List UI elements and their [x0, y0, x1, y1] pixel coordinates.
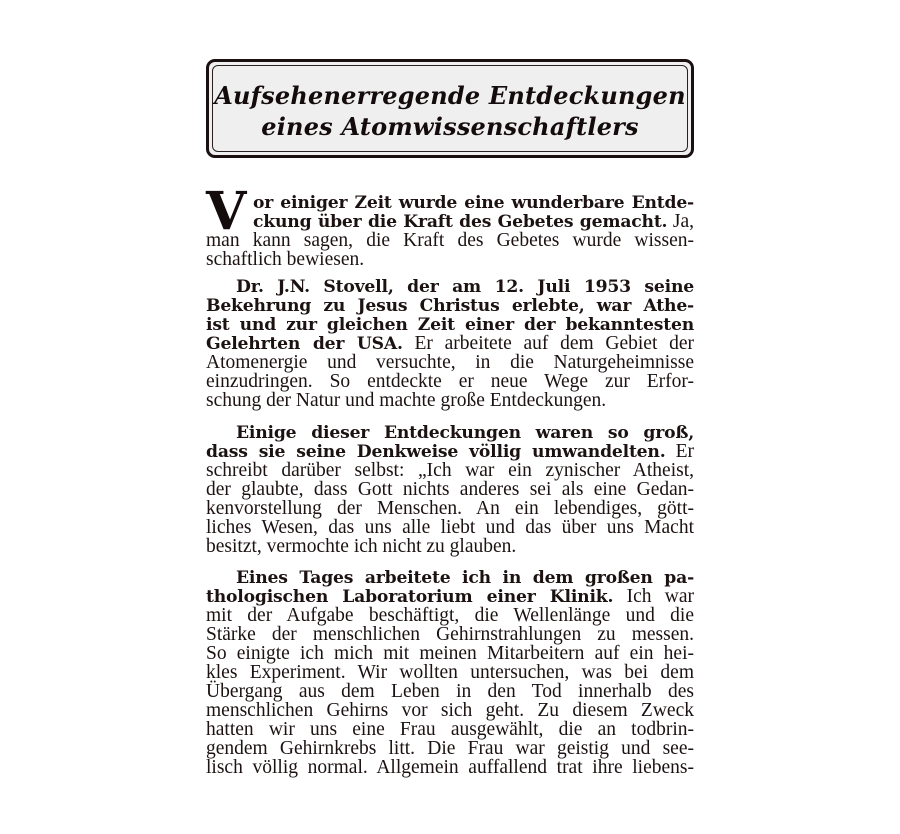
body-text: Übergang aus dem Leben in den Tod innerhalb des	[206, 681, 694, 702]
bold-lead: Bekehrung zu Jesus Christus erlebte, war Athe-	[206, 296, 694, 316]
text-line	[206, 499, 694, 519]
body-text: Ich war	[613, 586, 694, 607]
text-line	[206, 644, 694, 664]
text-line	[206, 391, 694, 411]
body-text: lisch völlig normal. Allgemein auffallend trat ihre liebens-	[206, 757, 694, 778]
body-text: Er	[665, 441, 695, 462]
text-line	[206, 315, 694, 335]
text-line	[206, 334, 694, 354]
bold-lead: thologischen Laboratorium einer Klinik.	[206, 587, 614, 607]
bold-lead: Dr. J.N. Stovell, der am 12. Juli 1953 seine	[236, 277, 694, 297]
body-text: liches Wesen, das uns alle liebt und das über uns Macht	[206, 517, 694, 538]
text-line	[206, 353, 694, 373]
title-box	[206, 59, 694, 158]
text-line	[236, 568, 694, 588]
text-line	[206, 537, 694, 557]
bold-lead: ckung über die Kraft des Gebetes gemacht.	[253, 212, 668, 232]
text-line	[206, 701, 694, 721]
body-text: kenvorstellung der Menschen. An ein lebendiges, gött-	[206, 498, 694, 519]
body-text: Ja,	[667, 211, 694, 232]
text-line	[253, 212, 694, 232]
body-text: einzudringen. So entdeckte er neue Wege zur Erfor-	[206, 371, 694, 392]
body-text: So einigte ich mich mit meinen Mitarbeitern auf ein hei-	[206, 643, 694, 664]
bold-lead: Gelehrten der USA.	[206, 334, 403, 354]
text-line	[206, 682, 694, 702]
body-text: Stärke der menschlichen Gehirnstrahlungen zu messen.	[206, 624, 694, 645]
bold-lead: dass sie seine Denkweise völlig umwandelten.	[206, 442, 666, 462]
text-line	[206, 480, 694, 500]
text-line	[206, 231, 694, 251]
bold-lead: Einige dieser Entdeckungen waren so groß,	[236, 423, 694, 443]
body-text: Atomenergie und versuchte, in die Naturgeheimnisse	[206, 352, 694, 373]
text-line	[206, 606, 694, 626]
text-line	[253, 193, 694, 213]
bold-lead: or einiger Zeit wurde eine wunderbare Entde-	[253, 193, 694, 213]
text-line	[236, 277, 694, 297]
body-text: der glaubte, dass Gott nichts anderes sei als eine Gedan-	[206, 479, 694, 500]
bold-lead: Eines Tages arbeitete ich in dem großen pa-	[236, 568, 694, 588]
body-text: mit der Aufgabe beschäftigt, die Wellenlänge und die	[206, 605, 694, 626]
text-line	[206, 250, 694, 270]
body-text: schreibt darüber selbst: „Ich war ein zynischer Atheist,	[206, 460, 694, 481]
body-text: schung der Natur und machte große Entdeckungen.	[206, 390, 607, 411]
body-text: schaftlich bewiesen.	[206, 249, 365, 270]
text-line	[206, 296, 694, 316]
body-text: man kann sagen, die Kraft des Gebetes wurde wissen-	[206, 230, 694, 251]
text-line	[206, 739, 694, 759]
text-line	[206, 663, 694, 683]
article-title-line-1: Aufsehenerregende Entdeckungen	[214, 81, 686, 110]
text-line	[206, 587, 694, 607]
body-text: kles Experiment. Wir wollten untersuchen, was bei dem	[206, 662, 694, 683]
text-line	[206, 461, 694, 481]
text-line	[206, 442, 694, 462]
text-line	[206, 758, 694, 778]
bold-lead: ist und zur gleichen Zeit einer der bekanntesten	[206, 315, 694, 335]
article-title-line-2: eines Atomwissenschaftlers	[261, 112, 639, 141]
text-line	[236, 423, 694, 443]
text-line	[206, 625, 694, 645]
text-line	[206, 720, 694, 740]
text-line	[206, 518, 694, 538]
drop-cap: V	[206, 181, 247, 242]
text-line	[206, 372, 694, 392]
body-text: gendem Gehirnkrebs litt. Die Frau war geistig und see-	[206, 738, 694, 759]
body-text: Er arbeitete auf dem Gebiet der	[402, 333, 694, 354]
body-text: besitzt, vermochte ich nicht zu glauben.	[206, 536, 517, 557]
body-text: hatten wir uns eine Frau ausgewählt, die an todbrin-	[206, 719, 694, 740]
body-text: menschlichen Gehirns vor sich geht. Zu diesem Zweck	[206, 700, 694, 721]
